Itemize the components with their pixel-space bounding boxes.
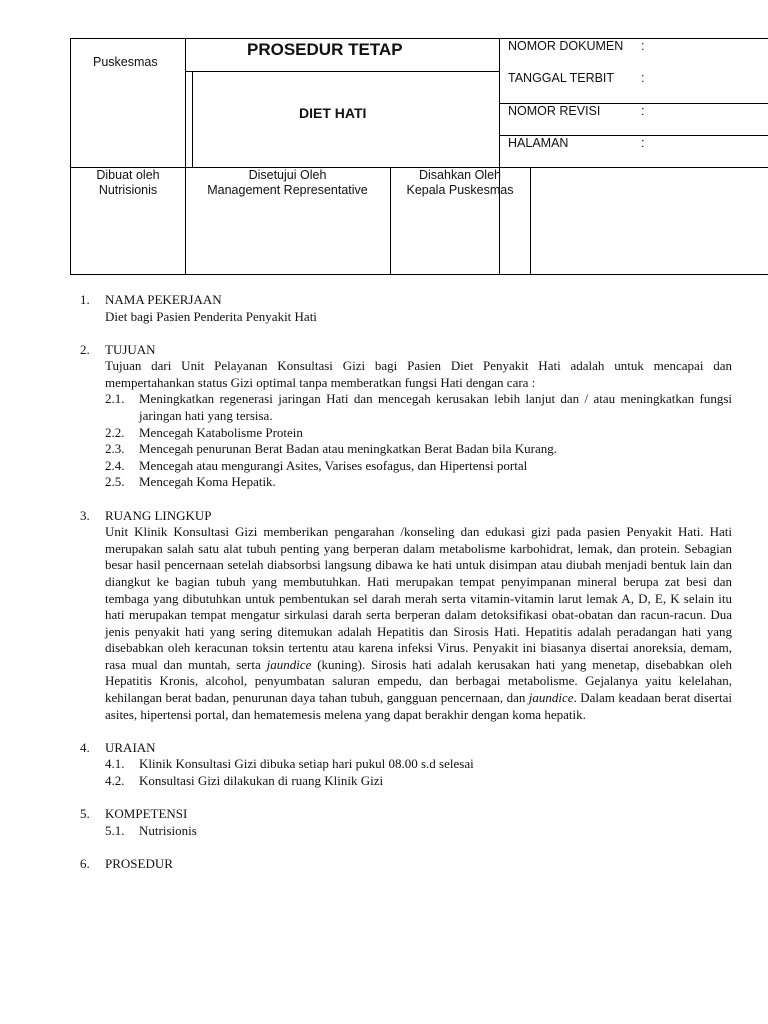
item-text: Klinik Konsultasi Gizi dibuka setiap hari pukul 08.00 s.d selesai	[139, 756, 474, 772]
revision-number-separator: :	[641, 104, 645, 118]
item-text: Meningkatkan regenerasi jaringan Hati dan mencegah kerusakan lebih lanjut dan / atau meningkatkan fungsi jaringan hati yang tersisa.	[139, 391, 732, 424]
section-number: 5.	[80, 806, 90, 822]
item-number: 2.2.	[105, 424, 125, 440]
section-objective	[80, 342, 732, 491]
approved-by-label: Disetujui Oleh	[248, 168, 327, 182]
item-text: Mencegah Koma Hepatik.	[139, 474, 276, 490]
ratified-by	[390, 168, 530, 198]
list-item	[105, 441, 732, 458]
divider	[185, 39, 186, 275]
section-competence	[80, 806, 732, 839]
section-scope	[80, 508, 732, 724]
prepared-by-label: Dibuat oleh	[96, 168, 160, 182]
ratified-by-label: Disahkan Oleh	[419, 168, 501, 182]
ratified-by-role: Kepala Puskesmas	[406, 183, 514, 197]
item-number: 2.1.	[105, 391, 125, 407]
issue-date-separator: :	[641, 71, 645, 85]
section-heading: RUANG LINGKUP	[105, 507, 212, 523]
document-number-separator: :	[641, 39, 645, 53]
divider	[192, 71, 193, 167]
section-number: 2.	[80, 341, 90, 357]
item-number: 2.3.	[105, 441, 125, 457]
section-description	[80, 740, 732, 790]
organization-name: Puskesmas	[93, 55, 158, 69]
item-number: 2.5.	[105, 474, 125, 490]
divider	[530, 167, 531, 275]
section-heading: URAIAN	[105, 739, 156, 755]
issue-date-label: TANGGAL TERBIT	[508, 71, 615, 85]
section-heading: PROSEDUR	[105, 855, 173, 871]
item-number: 4.2.	[105, 772, 125, 788]
emphasis: jaundice	[266, 656, 312, 672]
section-heading: KOMPETENSI	[105, 806, 188, 822]
list-item	[105, 474, 732, 491]
section-heading: TUJUAN	[105, 341, 156, 357]
item-text: Mencegah penurunan Berat Badan atau meningkatkan Berat Badan bila Kurang.	[139, 441, 558, 457]
page-label: HALAMAN	[508, 136, 569, 150]
paragraph-part: Unit Klinik Konsultasi Gizi memberikan pengarahan /konseling dan edukasi gizi pada pasien Penyakit Hati. Hati merupakan salah satu alat tubuh penting yang berperan dalam metabolisme karbohidrat, lemak, dan protein. Sebagian besar hasil pencernaan setelah diabsorbsi langsung dibawa ke hati untuk disimpan atau diubah menjadi bentuk lain dan diangkut ke bagian tubuh yang membutuhkan. Hati merupakan tempat penyimpanan mineral berupa zat besi dan tembaga yang dibutuhkan untuk pembentukan sel darah merah serta vitamin-vitamin larut lemak A, D, E, K selain itu hati merupakan tempat mengatur sirkulasi darah serta berperan dalam detoksifikasi obat-obatan dan racun-racun. Dua jenis penyakit hati yang sering ditemukan adalah Hepatitis dan Sirosis Hati. Hepatitis adalah peradangan hati yang disebabkan oleh keracunan toksin tertentu atau karena infeksi Virus. Penyakit ini biasanya disertai anoreksia, demam, rasa mual dan muntah, serta	[105, 524, 732, 672]
list-item	[105, 773, 732, 790]
approved-by-role: Management Representative	[207, 183, 368, 197]
list-item	[105, 756, 732, 773]
section-heading: NAMA PEKERJAAN	[105, 292, 222, 307]
document-type-title: PROSEDUR TETAP	[247, 40, 403, 59]
header-table	[70, 38, 768, 275]
paragraph-part: . Dalam keadaan berat disertai asites, hipertensi portal, dan hematemesis melena yang dapat berakhir dengan koma hepatik.	[105, 690, 733, 722]
item-text: Mencegah Katabolisme Protein	[139, 424, 303, 440]
revision-number-label: NOMOR REVISI	[508, 104, 601, 118]
document-title: DIET HATI	[299, 105, 367, 121]
divider	[499, 39, 500, 275]
list-item	[105, 823, 732, 840]
prepared-by	[71, 168, 185, 198]
document-body	[80, 292, 732, 889]
section-job-name	[80, 292, 732, 325]
section-text: Tujuan dari Unit Pelayanan Konsultasi Gizi bagi Pasien Diet Penyakit Hati adalah untuk mencapai dan mempertahankan status Gizi optimal tanpa memberatkan fungsi Hati dengan cara :	[105, 358, 732, 390]
list-item	[105, 458, 732, 475]
item-text: Nutrisionis	[139, 822, 197, 838]
document-number-label: NOMOR DOKUMEN	[508, 39, 624, 53]
list-item	[105, 391, 732, 424]
paragraph-part: (kuning). Sirosis hati adalah kerusakan hati yang menetap, disebabkan oleh Hepatitis Kronis, alcohol, penyumbatan saluran empedu, dan berbagai metabolisme. Gejalanya yaitu kelelahan, kehilangan berat badan, penurunan daya tahan tubuh, gangguan pencernaan, dan	[105, 656, 733, 706]
section-number: 1.	[80, 292, 90, 307]
section-paragraph	[105, 524, 732, 723]
section-number: 6.	[80, 855, 90, 871]
item-number: 2.4.	[105, 457, 125, 473]
item-text: Mencegah atau mengurangi Asites, Varises esofagus, dan Hipertensi portal	[139, 457, 528, 473]
item-text: Konsultasi Gizi dilakukan di ruang Klinik Gizi	[139, 772, 384, 788]
section-number: 3.	[80, 507, 90, 523]
list-item	[105, 425, 732, 442]
section-procedure	[80, 856, 732, 873]
approved-by	[185, 168, 390, 198]
page-separator: :	[641, 136, 645, 150]
item-number: 4.1.	[105, 756, 125, 772]
section-text: Diet bagi Pasien Penderita Penyakit Hati	[105, 308, 317, 324]
emphasis: jaundice	[528, 690, 574, 706]
divider	[185, 71, 499, 72]
prepared-by-role: Nutrisionis	[98, 183, 158, 197]
section-number: 4.	[80, 739, 90, 755]
item-number: 5.1.	[105, 822, 125, 838]
